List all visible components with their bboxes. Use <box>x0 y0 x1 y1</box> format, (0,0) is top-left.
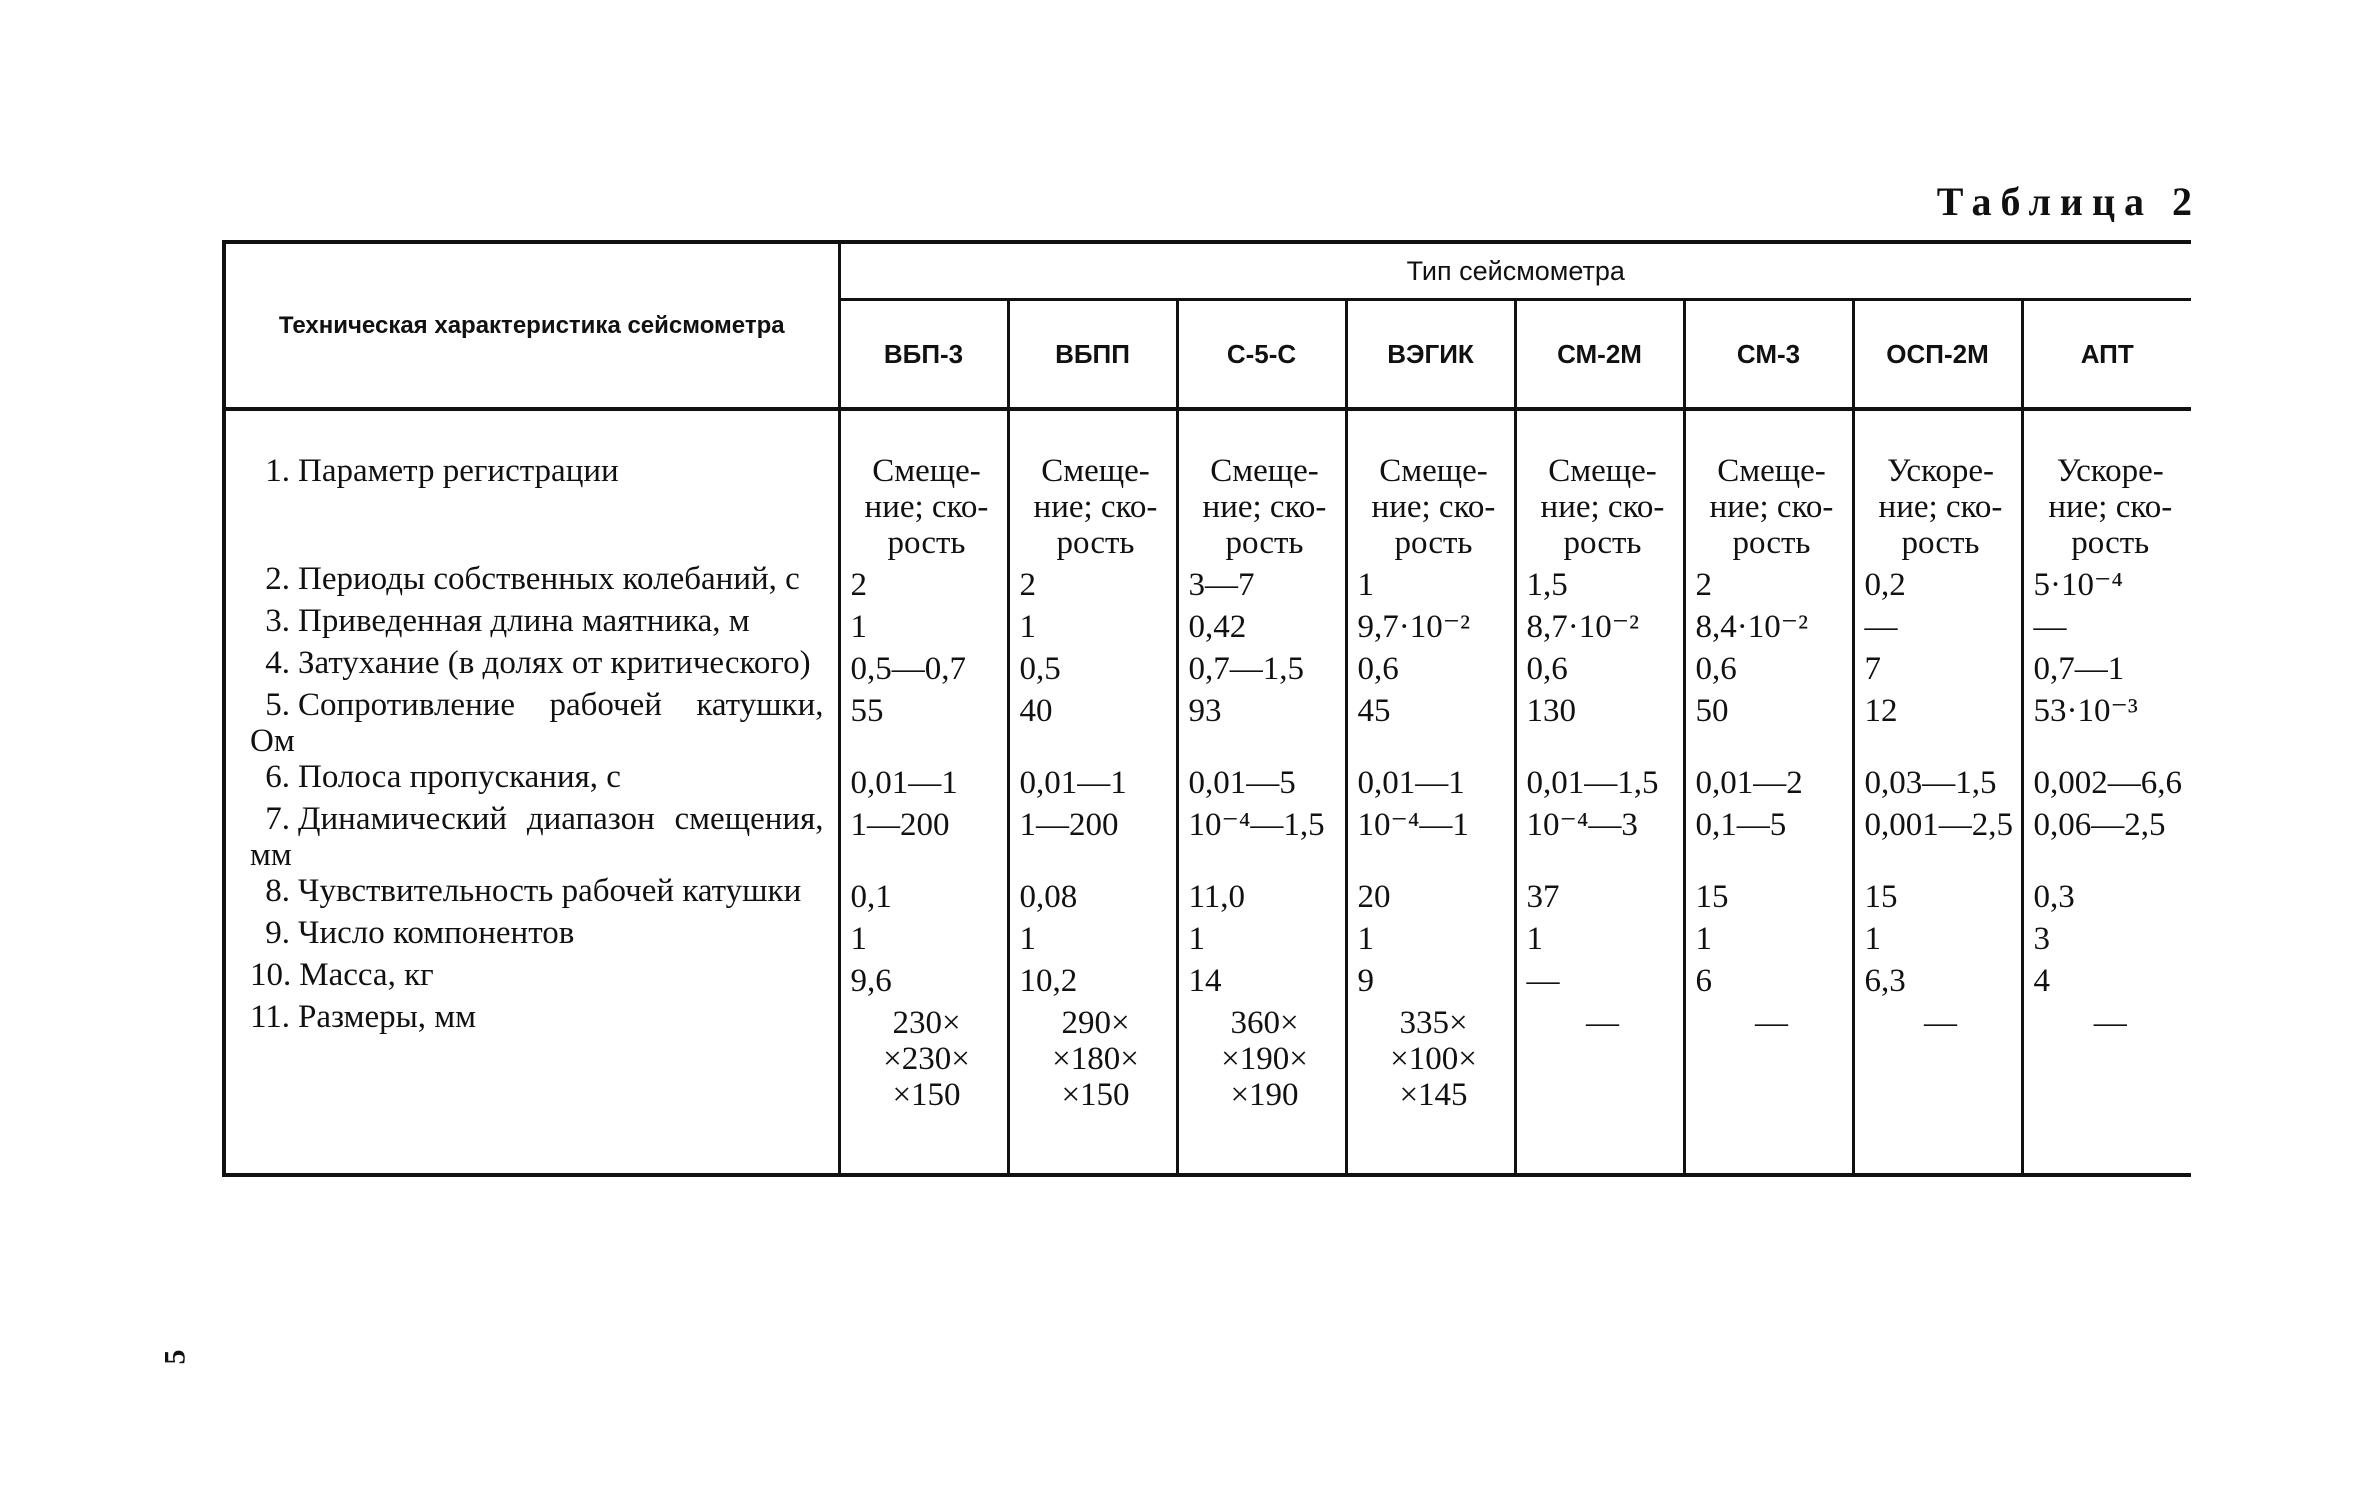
cell-value: 0,01—1,5 <box>1515 759 1684 801</box>
cell-value: 10⁻⁴—3 <box>1515 801 1684 873</box>
row-number: 10. <box>250 957 292 993</box>
cell-value: 0,6 <box>1684 645 1853 687</box>
cell-value: 93 <box>1177 687 1346 759</box>
row-label: Масса, кг <box>299 957 434 993</box>
row-parameter <box>224 999 839 1175</box>
row-label: Размеры, мм <box>298 999 477 1035</box>
row-label: Затухание (в долях от критического) <box>298 645 811 681</box>
cell-value: 0,01—1 <box>1008 759 1177 801</box>
table-row <box>224 999 2191 1175</box>
row-number: 1. <box>265 453 290 489</box>
row-label: Периоды собственных колебаний, с <box>298 561 800 597</box>
cell-value: 0,6 <box>1515 645 1684 687</box>
cell-value: 37 <box>1515 873 1684 915</box>
row-number: 7. <box>265 801 290 837</box>
row-parameter <box>224 409 839 561</box>
table-row <box>224 645 2191 687</box>
row-number: 4. <box>265 645 290 681</box>
table-row <box>224 687 2191 759</box>
table-caption: Таблица 2 <box>1936 179 2201 224</box>
cell-value: 1 <box>1515 915 1684 957</box>
row-number: 11. <box>250 999 291 1035</box>
cell-value: 0,1—5 <box>1684 801 1853 873</box>
cell-value: 10⁻⁴—1,5 <box>1177 801 1346 873</box>
cell-value: 0,03—1,5 <box>1853 759 2022 801</box>
cell-value: — <box>1515 957 1684 999</box>
cell-value: 1 <box>1346 561 1515 603</box>
cell-value: 7 <box>1853 645 2022 687</box>
cell-value: 0,01—2 <box>1684 759 1853 801</box>
row-parameter <box>224 801 839 873</box>
cell-value: Смеще-ние; ско-рость <box>839 409 1008 561</box>
row-number: 2. <box>265 561 290 597</box>
cell-value: — <box>2022 603 2191 645</box>
cell-value: 1 <box>839 603 1008 645</box>
row-number: 5. <box>265 687 290 723</box>
cell-value: 230× ×230× ×150 <box>839 999 1008 1175</box>
cell-value: Ускоре-ние; ско-рость <box>1853 409 2022 561</box>
table-row <box>224 873 2191 915</box>
cell-value: 40 <box>1008 687 1177 759</box>
cell-value: Смеще-ние; ско-рость <box>1008 409 1177 561</box>
cell-value: 1 <box>1853 915 2022 957</box>
cell-value: 55 <box>839 687 1008 759</box>
cell-value: 0,06—2,5 <box>2022 801 2191 873</box>
row-number: 3. <box>265 603 290 639</box>
header-model-3: ВЭГИК <box>1346 300 1515 410</box>
row-label: Приведенная длина маятника, м <box>298 603 750 639</box>
cell-value: 53·10⁻³ <box>2022 687 2191 759</box>
cell-value: Смеще-ние; ско-рость <box>1515 409 1684 561</box>
cell-value: 0,7—1,5 <box>1177 645 1346 687</box>
row-label: Число компонентов <box>298 915 575 951</box>
cell-value: 0,42 <box>1177 603 1346 645</box>
row-parameter <box>224 603 839 645</box>
cell-value: 15 <box>1684 873 1853 915</box>
cell-value: 1 <box>1008 603 1177 645</box>
row-label: Сопротивление рабочей катушки, Ом <box>250 687 824 759</box>
table-row <box>224 957 2191 999</box>
cell-value: 4 <box>2022 957 2191 999</box>
header-characteristic: Техническая характеристика сейсмометра <box>224 242 839 409</box>
cell-value: 6,3 <box>1853 957 2022 999</box>
table-body <box>224 409 2191 1175</box>
cell-value: 0,5—0,7 <box>839 645 1008 687</box>
cell-value: 0,6 <box>1346 645 1515 687</box>
cell-value: 0,001—2,5 <box>1853 801 2022 873</box>
cell-value: 2 <box>839 561 1008 603</box>
cell-value: 0,1 <box>839 873 1008 915</box>
cell-value: 15 <box>1853 873 2022 915</box>
cell-value: 45 <box>1346 687 1515 759</box>
header-model-7: АПТ <box>2022 300 2191 410</box>
header-model-1: ВБПП <box>1008 300 1177 410</box>
cell-value: — <box>1684 999 1853 1175</box>
cell-value: Ускоре-ние; ско-рость <box>2022 409 2191 561</box>
row-number: 6. <box>265 759 290 795</box>
header-type-group: Тип сейсмометра <box>839 242 2191 300</box>
cell-value: 335× ×100× ×145 <box>1346 999 1515 1175</box>
header-model-5: СМ-3 <box>1684 300 1853 410</box>
cell-value: 0,01—1 <box>839 759 1008 801</box>
row-parameter <box>224 915 839 957</box>
cell-value: 14 <box>1177 957 1346 999</box>
cell-value: 0,01—5 <box>1177 759 1346 801</box>
row-label: Параметр регистрации <box>298 453 619 489</box>
cell-value: 1 <box>1346 915 1515 957</box>
table-row <box>224 801 2191 873</box>
cell-value: 9,6 <box>839 957 1008 999</box>
row-parameter <box>224 957 839 999</box>
cell-value: — <box>1515 999 1684 1175</box>
cell-value: Смеще-ние; ско-рость <box>1346 409 1515 561</box>
seismometer-specs-table <box>222 240 2191 1177</box>
cell-value: 10,2 <box>1008 957 1177 999</box>
cell-value: 11,0 <box>1177 873 1346 915</box>
cell-value: 10⁻⁴—1 <box>1346 801 1515 873</box>
table-row <box>224 409 2191 561</box>
cell-value: — <box>1853 603 2022 645</box>
cell-value: 0,01—1 <box>1346 759 1515 801</box>
row-parameter <box>224 561 839 603</box>
cell-value: 1 <box>1684 915 1853 957</box>
cell-value: 290× ×180× ×150 <box>1008 999 1177 1175</box>
cell-value: 8,4·10⁻² <box>1684 603 1853 645</box>
page-number: 5 <box>158 1349 192 1365</box>
cell-value: — <box>2022 999 2191 1175</box>
cell-value: 1—200 <box>1008 801 1177 873</box>
cell-value: 9 <box>1346 957 1515 999</box>
cell-value: 1—200 <box>839 801 1008 873</box>
cell-value: 0,3 <box>2022 873 2191 915</box>
row-number: 9. <box>265 915 290 951</box>
header-model-6: ОСП-2М <box>1853 300 2022 410</box>
row-label: Чувствительность рабочей катушки <box>298 873 802 909</box>
cell-value: 9,7·10⁻² <box>1346 603 1515 645</box>
cell-value: 1 <box>839 915 1008 957</box>
table-row <box>224 561 2191 603</box>
cell-value: 1 <box>1008 915 1177 957</box>
table-header <box>224 242 2191 409</box>
row-number: 8. <box>265 873 290 909</box>
cell-value: 2 <box>1008 561 1177 603</box>
cell-value: 20 <box>1346 873 1515 915</box>
cell-value: 5·10⁻⁴ <box>2022 561 2191 603</box>
row-parameter <box>224 645 839 687</box>
header-model-2: С-5-С <box>1177 300 1346 410</box>
table-row <box>224 915 2191 957</box>
cell-value: 1,5 <box>1515 561 1684 603</box>
table-row <box>224 759 2191 801</box>
cell-value: Смеще-ние; ско-рость <box>1684 409 1853 561</box>
cell-value: 0,08 <box>1008 873 1177 915</box>
header-model-0: ВБП-3 <box>839 300 1008 410</box>
header-model-4: СМ-2М <box>1515 300 1684 410</box>
row-parameter <box>224 687 839 759</box>
cell-value: 0,002—6,6 <box>2022 759 2191 801</box>
cell-value: 0,7—1 <box>2022 645 2191 687</box>
cell-value: 6 <box>1684 957 1853 999</box>
row-parameter <box>224 759 839 801</box>
table-row <box>224 603 2191 645</box>
cell-value: 8,7·10⁻² <box>1515 603 1684 645</box>
cell-value: 1 <box>1177 915 1346 957</box>
cell-value: Смеще-ние; ско-рость <box>1177 409 1346 561</box>
cell-value: 360× ×190× ×190 <box>1177 999 1346 1175</box>
cell-value: — <box>1853 999 2022 1175</box>
cell-value: 0,5 <box>1008 645 1177 687</box>
cell-value: 0,2 <box>1853 561 2022 603</box>
cell-value: 3 <box>2022 915 2191 957</box>
row-label: Полоса пропускания, с <box>298 759 621 795</box>
seismometer-table-container <box>222 240 2190 1177</box>
cell-value: 2 <box>1684 561 1853 603</box>
cell-value: 50 <box>1684 687 1853 759</box>
row-label: Динамический диапазон смещения, мм <box>250 801 824 873</box>
cell-value: 12 <box>1853 687 2022 759</box>
row-parameter <box>224 873 839 915</box>
cell-value: 130 <box>1515 687 1684 759</box>
cell-value: 3—7 <box>1177 561 1346 603</box>
